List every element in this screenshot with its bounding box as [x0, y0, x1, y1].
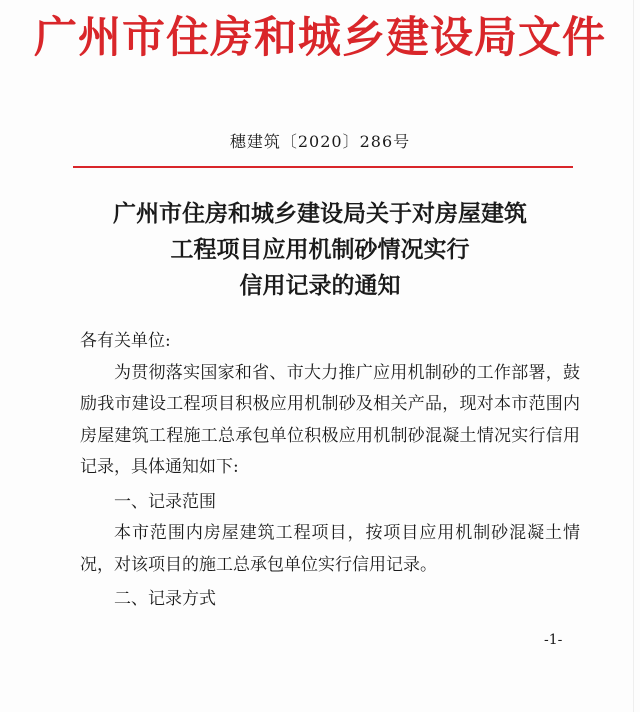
issuer-header-title: 广州市住房和城乡建设局文件: [34, 13, 606, 63]
document-body: [80, 326, 580, 616]
salutation: 各有关单位:: [80, 331, 171, 351]
notice-title-line-3: 信用记录的通知: [239, 272, 401, 299]
notice-title: [0, 196, 640, 304]
section-heading-method: 二、记录方式: [114, 589, 216, 609]
scope-paragraph: 本市范围内房屋建筑工程项目，按项目应用机制砂混凝土情况，对该项目的施工总承包单位实行信用记录。: [80, 523, 580, 575]
intro-paragraph: 为贯彻落实国家和省、市大力推广应用机制砂的工作部署，鼓励我市建设工程项目积极应用机制砂及相关产品，现对本市范围内房屋建筑工程施工总承包单位积极应用机制砂混凝土情况实行信用记录，具体通知如下:: [80, 362, 580, 477]
red-divider-line: [73, 166, 573, 168]
notice-title-line-2: 工程项目应用机制砂情况实行: [170, 236, 470, 263]
document-number: 穗建筑〔2020〕286号: [229, 132, 411, 151]
notice-title-line-1: 广州市住房和城乡建设局关于对房屋建筑: [113, 200, 527, 227]
scan-edge-line: [633, 0, 634, 712]
page-number: -1-: [544, 632, 563, 648]
section-heading-scope: 一、记录范围: [114, 491, 216, 512]
